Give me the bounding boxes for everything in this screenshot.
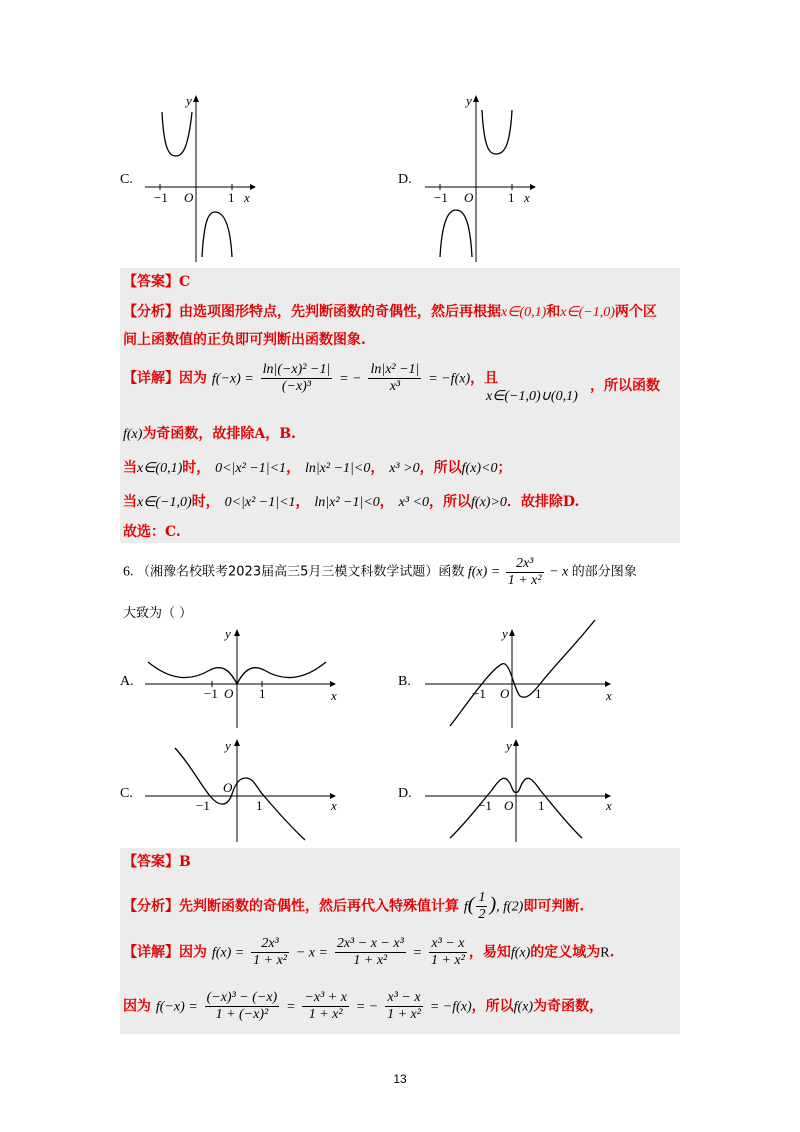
tick-1: 1 xyxy=(256,798,263,813)
x-axis-label: x xyxy=(244,190,250,205)
y-axis-label: y xyxy=(466,93,472,108)
tick-neg1: −1 xyxy=(434,190,448,205)
q6-option-b-label: B. xyxy=(398,674,411,689)
q6-option-d-label: D. xyxy=(398,786,412,801)
q5-odd-line: f(x)为奇函数，故排除A，B. xyxy=(123,426,297,442)
q6-question-line2: 大致为（ ） xyxy=(123,606,193,621)
origin-label: O xyxy=(184,190,194,205)
q6-analysis: 【分析】先判断函数的奇偶性，然后再代入特殊值计算 f( $\frac{1}{2}$ ), f(2)即可判断. xyxy=(123,890,585,922)
q6-option-a-label: A. xyxy=(120,674,134,689)
tick-1: 1 xyxy=(508,190,515,205)
tick-neg1: −1 xyxy=(478,798,492,813)
origin-label: O xyxy=(224,686,234,701)
origin-label: O xyxy=(504,798,514,813)
q5-answer: 【答案】C xyxy=(123,274,191,290)
q6-answer: 【答案】B xyxy=(123,854,191,870)
q5-choose: 故选：C. xyxy=(123,524,181,540)
y-axis-label: y xyxy=(502,626,508,641)
x-axis-label: x xyxy=(606,798,612,813)
q6-graph-b xyxy=(420,620,620,730)
q5-case2: 当x∈(−1,0)时， 0<|x² −1|<1， ln|x² −1|<0， x³ <0，所以f(x)>0．故排除D. xyxy=(123,494,580,510)
x-axis-label: x xyxy=(524,190,530,205)
origin-label: O xyxy=(500,686,510,701)
y-axis-label: y xyxy=(225,626,231,641)
origin-label: O xyxy=(223,780,233,795)
q5-domain: x∈(−1,0)∪(0,1) xyxy=(486,389,578,404)
q6-question-line1: 6. （湘豫名校联考2023届高三5月三模文科数学试题）函数 f(x) = $\frac{\text{2x³}}{\text{1 + x²}}$ − x 的部分图象 xyxy=(123,556,637,588)
q5-graph-d xyxy=(420,92,540,262)
y-axis-label: y xyxy=(506,738,512,753)
tick-1: 1 xyxy=(259,686,266,701)
q6-option-c-label: C. xyxy=(120,786,133,801)
q5-option-d-label: D. xyxy=(398,172,412,187)
x-axis-label: x xyxy=(331,688,337,703)
q5-analysis-line1: 【分析】由选项图形特点，先判断函数的奇偶性，然后再根据x∈(0,1)和x∈(−1,0)两个区 xyxy=(123,304,657,320)
tick-neg1: −1 xyxy=(196,798,210,813)
q5-detail-line1: 【详解】因为 f(−x) = $\frac{\text{ln|(−x)² −1|}}{\text{(−x)³}}$ = − $\frac{\text{ln|x² −1|}}{\text{x³}}$ = −f(x)，且 xyxy=(123,362,499,394)
tick-neg1: −1 xyxy=(154,190,168,205)
x-axis-label: x xyxy=(606,688,612,703)
y-axis-label: y xyxy=(225,738,231,753)
q6-detail-line2: 因为 f(−x) = $\frac{\text{(−x)³ − (−x)}}{\text{1 + (−x)²}}$ = $\frac{\text{−x³ + x}}{\text{1 + x²}}$ = − $\frac{\text{x³ − x}}{\text{1 + x²}}$ = −f(x)，所以f(x)为奇函数， xyxy=(123,990,604,1022)
y-axis-label: y xyxy=(186,93,192,108)
q6-graph-a xyxy=(140,620,350,730)
q6-graph-c xyxy=(140,734,350,844)
tick-1: 1 xyxy=(538,798,545,813)
tick-1: 1 xyxy=(228,190,235,205)
q5-so-function: ，所以函数 xyxy=(590,378,660,394)
origin-label: O xyxy=(464,190,474,205)
page-number: 13 xyxy=(393,1072,407,1086)
q5-case1: 当x∈(0,1)时， 0<|x² −1|<1， ln|x² −1|<0， x³ >0，所以f(x)<0； xyxy=(123,460,512,476)
q5-analysis-line2: 间上函数值的正负即可判断出函数图象. xyxy=(123,332,366,348)
tick-neg1: −1 xyxy=(204,686,218,701)
tick-neg1: −1 xyxy=(472,686,486,701)
q5-graph-c xyxy=(140,92,260,262)
tick-1: 1 xyxy=(535,686,542,701)
q6-graph-d xyxy=(420,734,620,844)
q5-option-c-label: C. xyxy=(120,172,133,187)
x-axis-label: x xyxy=(331,798,337,813)
q6-detail-line1: 【详解】因为 f(x) = $\frac{\text{2x³}}{\text{1 + x²}}$ − x = $\frac{\text{2x³ − x − x³}}{\text{1 + x²}}$ = $\frac{\text{x³ − x}}{\text{1 + x²}}$ ，易知f(x)的定义域为R. xyxy=(123,936,615,968)
